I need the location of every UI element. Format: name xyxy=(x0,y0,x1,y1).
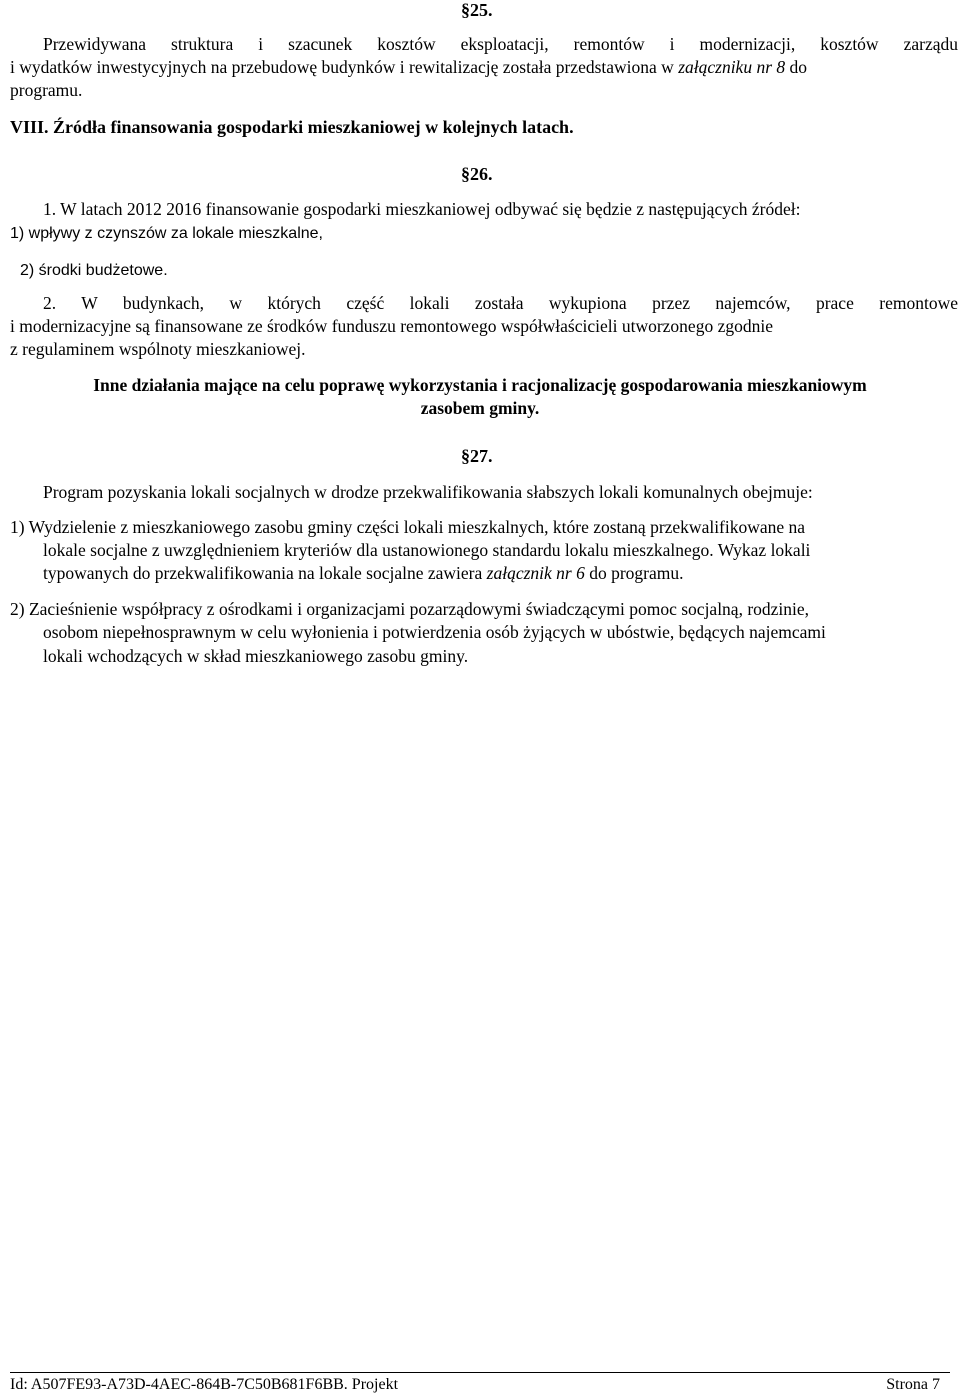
paragraph-27-item-2-line3: lokali wchodzących w skład mieszkaniowego zasobu gminy. xyxy=(43,646,469,666)
paragraph-27-item-1-line3: typowanych do przekwalifikowania na lokale socjalne zawiera załącznik nr 6 do programu. xyxy=(43,563,684,583)
paragraph-25-line2: i wydatków inwestycyjnych na przebudowę budynków i rewitalizację została przedstawiona w załączniku nr 8 do xyxy=(10,57,808,77)
paragraph-25-line1: Przewidywana struktura i szacunek kosztów eksploatacji, remontów i modernizacji, kosztów zarządu xyxy=(43,34,958,54)
paragraph-26-2-line3: z regulaminem wspólnoty mieszkaniowej. xyxy=(10,339,306,359)
paragraph-27-intro: Program pozyskania lokali socjalnych w drodze przekwalifikowania słabszych lokali komunalnych obejmuje: xyxy=(43,482,813,502)
footer-divider xyxy=(10,1372,950,1373)
section-25-heading: §25. xyxy=(461,0,493,20)
paragraph-27-item-2-line1: 2) Zacieśnienie współpracy z ośrodkami i organizacjami pozarządowymi świadczącymi pomoc socjalną, rodzinie, xyxy=(10,599,810,619)
attachment-8-reference: załączniku nr 8 xyxy=(678,57,786,77)
footer-page-number: Strona 7 xyxy=(886,1376,940,1393)
paragraph-26-2-line2: i modernizacyjne są finansowane ze środków funduszu remontowego współwłaścicieli utworzonego zgodnie xyxy=(10,316,773,336)
paragraph-27-item-1-line2: lokale socjalne z uwzględnieniem kryteriów dla ustanowionego standardu lokalu mieszkalnego. Wykaz lokali xyxy=(43,540,811,560)
paragraph-27-item-2-line2: osobom niepełnosprawnym w celu wyłonienia i potwierdzenia osób żyjących w ubóstwie, będących najemcami xyxy=(43,622,826,642)
paragraph-25-line3: programu. xyxy=(10,80,83,100)
measures-heading: Inne działania mające na celu poprawę wykorzystania i racjonalizację gospodarowania mieszkaniowym zasobem gminy. xyxy=(93,375,867,418)
paragraph-26-1-item-1: 1) wpływy z czynszów za lokale mieszkalne, xyxy=(10,225,323,242)
paragraph-26-1: 1. W latach 2012 2016 finansowanie gospodarki mieszkaniowej odbywać się będzie z następujących źródeł: xyxy=(43,199,801,219)
paragraph-27-item-1-line1: 1) Wydzielenie z mieszkaniowego zasobu gminy części lokali mieszkalnych, które zostaną przekwalifikowane na xyxy=(10,517,806,537)
section-26-heading: §26. xyxy=(461,164,493,184)
paragraph-26-2-line1: 2. W budynkach, w których część lokali została wykupiona przez najemców, prace remontowe xyxy=(43,293,958,313)
chapter-viii-heading: VIII. Źródła finansowania gospodarki mieszkaniowej w kolejnych latach. xyxy=(10,117,574,137)
attachment-6-reference: załącznik nr 6 xyxy=(486,563,585,583)
section-27-heading: §27. xyxy=(461,446,493,466)
paragraph-26-1-item-2: 2) środki budżetowe. xyxy=(20,262,168,279)
footer-document-id: Id: A507FE93-A73D-4AEC-864B-7C50B681F6BB. Projekt xyxy=(10,1376,399,1393)
